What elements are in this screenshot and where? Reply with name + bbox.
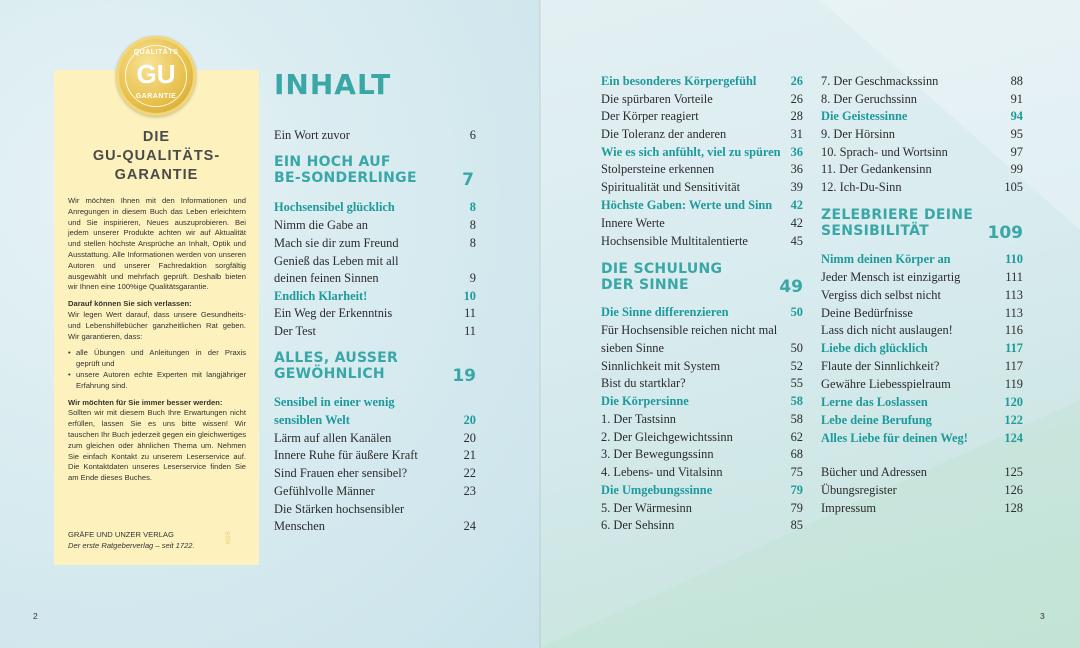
toc-entry-page: 97 — [1010, 145, 1023, 159]
toc-entry-page: 95 — [1010, 127, 1023, 141]
toc-entry — [821, 72, 1023, 90]
toc-chapter-entry — [601, 392, 803, 410]
guarantee-body — [68, 196, 246, 490]
toc-entry-title: Wie es sich anfühlt, viel zu spüren — [601, 145, 781, 159]
toc-entry — [601, 178, 803, 196]
toc-entry-page: 68 — [790, 447, 803, 461]
section-page-number: 7 — [462, 170, 474, 190]
toc-entry-page: 45 — [790, 234, 803, 248]
toc-entry — [821, 125, 1023, 143]
toc-entry — [274, 234, 476, 252]
toc-entry-title: Ein Wort zuvor — [274, 128, 350, 142]
toc-entry — [601, 232, 803, 250]
toc-entry-title: Die Toleranz der anderen — [601, 127, 727, 141]
toc-entry-page: 42 — [790, 216, 803, 230]
toc-entry-title: Lerne das Loslassen — [821, 395, 928, 409]
toc-entry-title: Hochsensibel glücklich — [274, 200, 395, 214]
toc-chapter-entry — [601, 303, 803, 321]
toc-entry-title: deinen feinen Sinnen — [274, 271, 379, 285]
toc-entry-title: Die Körpersinne — [601, 394, 689, 408]
guarantee-paragraph: Wir legen Wert darauf, dass unsere Gesundheits- und Lebenshilfebücher ganzheitlichen Rat geben. Wir garantieren, dass: — [68, 309, 246, 341]
toc-entry-page: 99 — [1010, 162, 1023, 176]
toc-entry-title: Mach sie dir zum Freund — [274, 236, 399, 250]
toc-entry — [601, 107, 803, 125]
toc-entry-page: 62 — [790, 430, 803, 444]
toc-entry — [274, 429, 476, 447]
toc-entry-title: 7. Der Geschmackssinn — [821, 74, 939, 88]
toc-entry — [601, 428, 803, 446]
toc-entry-title: Innere Werte — [601, 216, 665, 230]
toc-entry-page: 58 — [790, 412, 803, 426]
toc-entry — [601, 90, 803, 108]
toc-entry-title: Der Körper reagiert — [601, 109, 699, 123]
toc-entry-page: 8 — [469, 200, 476, 214]
toc-entry-title: Für Hochsensible reichen nicht mal — [601, 323, 778, 337]
toc-entry-page: 6 — [469, 128, 476, 142]
toc-entry-title: Alles Liebe für deinen Weg! — [821, 431, 968, 445]
toc-chapter-entry — [821, 107, 1023, 125]
toc-entry-title: Jeder Mensch ist einzigartig — [821, 270, 961, 284]
toc-entry-page: 79 — [790, 501, 803, 515]
toc-entry-page: 117 — [1005, 341, 1023, 355]
toc-entry-title: Ein Weg der Erkenntnis — [274, 306, 393, 320]
toc-entry-page: 22 — [463, 466, 476, 480]
toc-entry-page: 36 — [790, 145, 803, 159]
toc-entry-page: 113 — [1004, 288, 1023, 302]
toc-chapter-entry — [821, 393, 1023, 411]
toc-entry — [601, 357, 803, 375]
toc-entry-page: 20 — [463, 413, 476, 427]
toc-entry-page: 11 — [464, 306, 476, 320]
toc-entry-title: Liebe dich glücklich — [821, 341, 928, 355]
section-page-number: 49 — [779, 277, 803, 297]
gu-quality-seal-logo — [116, 36, 196, 116]
guarantee-title: DIE GU-QUALITÄTS- GARANTIE — [92, 129, 221, 183]
toc-entry — [274, 269, 476, 287]
toc-entry-title: 2. Der Gleichgewichtssinn — [601, 430, 733, 444]
toc-entry — [274, 252, 476, 270]
toc-entry — [821, 357, 1023, 375]
toc-entry-title: Impressum — [821, 501, 877, 515]
toc-entry-page: 31 — [790, 127, 803, 141]
toc-entry — [274, 304, 476, 322]
toc-entry — [601, 410, 803, 428]
toc-entry-title: Bist du startklar? — [601, 376, 686, 390]
toc-entry-title: Übungsregister — [821, 483, 897, 497]
publisher-tagline: Der erste Ratgeberverlag – seit 1722. — [68, 540, 195, 550]
toc-entry-page: 23 — [463, 484, 476, 498]
toc-entry-title: Sind Frauen eher sensibel? — [274, 466, 408, 480]
toc-entry — [601, 339, 803, 357]
toc-entry — [274, 464, 476, 482]
toc-entry — [274, 216, 476, 234]
toc-entry-title: 6. Der Sehsinn — [601, 518, 675, 532]
toc-entry-page: 39 — [790, 180, 803, 194]
toc-entry-title: 4. Lebens- und Vitalsinn — [601, 465, 723, 479]
guarantee-list-item: • unsere Autoren echte Experten mit langjähriger Erfahrung sind. — [76, 370, 246, 392]
toc-entry-title: sensiblen Welt — [274, 413, 350, 427]
toc-entry-title: Die Sinne differenzieren — [601, 305, 729, 319]
toc-entry-title: 5. Der Wärmesinn — [601, 501, 692, 515]
section-page-number: 19 — [452, 366, 476, 386]
seal-bottom-text: GARANTIE — [135, 93, 177, 100]
toc-entry-title: Hochsensible Multitalentierte — [601, 234, 748, 248]
toc-entry-page: 26 — [790, 74, 803, 88]
toc-entry-title: Lass dich nicht auslaugen! — [821, 323, 953, 337]
toc-entry-title: Sinnlichkeit mit System — [601, 359, 721, 373]
toc-chapter-entry — [601, 481, 803, 499]
toc-entry-page: 110 — [1005, 252, 1023, 266]
toc-chapter-entry — [274, 198, 476, 216]
toc-chapter-entry — [821, 339, 1023, 357]
toc-entry-page: 120 — [1004, 395, 1023, 409]
toc-entry-title: 1. Der Tastsinn — [601, 412, 676, 426]
toc-chapter-entry — [601, 196, 803, 214]
toc-entry-title: Nimm deinen Körper an — [821, 252, 951, 266]
toc-entry — [821, 286, 1023, 304]
toc-entry-title: Sensibel in einer wenig — [274, 395, 395, 409]
toc-entry-page: 126 — [1004, 483, 1023, 497]
toc-title: INHALT — [274, 68, 392, 101]
toc-entry-page: 55 — [790, 376, 803, 390]
toc-entry — [821, 143, 1023, 161]
toc-entry — [274, 517, 476, 535]
toc-chapter-entry — [601, 72, 803, 90]
toc-entry-title: Bücher und Adressen — [821, 465, 927, 479]
toc-entry — [601, 321, 803, 339]
toc-entry-title: Höchste Gaben: Werte und Sinn — [601, 198, 773, 212]
guarantee-list-item: • alle Übungen und Anleitungen in der Praxis geprüft und — [76, 348, 246, 370]
toc-entry — [821, 375, 1023, 393]
guarantee-subheading: Darauf können Sie sich verlassen: — [68, 299, 192, 309]
toc-entry-title: 10. Sprach- und Wortsinn — [821, 145, 948, 159]
toc-entry-title: Genieß das Leben mit all — [274, 254, 399, 268]
toc-chapter-entry — [274, 287, 476, 305]
page-number-right: 3 — [1040, 611, 1045, 621]
toc-entry-title: 11. Der Gedankensinn — [821, 162, 932, 176]
toc-entry-page: 28 — [790, 109, 803, 123]
toc-entry-page: 36 — [790, 162, 803, 176]
toc-entry — [274, 322, 476, 340]
toc-entry-title: Die Stärken hochsensibler — [274, 502, 405, 516]
section-heading: DIE SCHULUNG DER SINNE — [601, 261, 723, 293]
toc-entry-page: 50 — [790, 341, 803, 355]
toc-entry — [601, 499, 803, 517]
guarantee-paragraph: Wir möchten Ihnen mit den Informationen und Anregungen in diesem Buch das Leben erleichtern und Sie inspirieren, Neues auszuprobieren. Bei jedem unserer Produkte achten wir auf Aktualität und stellen höchste Ansprüche an Inhalt, Optik und Ausstattung. Alle Informationen werden von unseren Autoren und unserer Fachredaktion sorgfältig ausgewählt und mehrfach geprüft. Deshalb bieten wir Ihnen eine 100%ige Qualitätsgarantie. — [68, 196, 246, 292]
publisher-name: GRÄFE UND UNZER VERLAG — [68, 530, 174, 539]
toc-entry-page: 9 — [469, 271, 476, 285]
toc-entry-page: 50 — [790, 305, 803, 319]
toc-entry — [601, 125, 803, 143]
toc-entry-page: 8 — [469, 218, 476, 232]
guarantee-subheading: Wir möchten für Sie immer besser werden: — [68, 397, 223, 407]
toc-entry-title: Deine Bedürfnisse — [821, 306, 913, 320]
toc-entry — [274, 500, 476, 518]
section-heading: EIN HOCH AUF BE-SONDERLINGE — [274, 154, 417, 186]
toc-entry-title: 3. Der Bewegungssinn — [601, 447, 714, 461]
toc-entry-title: 12. Ich-Du-Sinn — [821, 180, 902, 194]
toc-entry — [821, 160, 1023, 178]
toc-entry-page: 52 — [790, 359, 803, 373]
toc-entry-page: 10 — [463, 289, 476, 303]
toc-entry — [601, 463, 803, 481]
toc-entry-page: 124 — [1004, 431, 1023, 445]
toc-entry-page: 8 — [469, 236, 476, 250]
toc-chapter-entry — [821, 411, 1023, 429]
toc-entry — [821, 481, 1023, 499]
toc-entry-title: sieben Sinne — [601, 341, 664, 355]
toc-entry-page: 94 — [1010, 109, 1023, 123]
toc-entry-page: 20 — [463, 431, 476, 445]
toc-entry-title: Lärm auf allen Kanälen — [274, 431, 392, 445]
toc-entry — [601, 160, 803, 178]
toc-entry-page: 58 — [790, 394, 803, 408]
toc-entry-page: 24 — [463, 519, 476, 533]
toc-chapter-entry — [274, 411, 476, 429]
section-heading: ZELEBRIERE DEINE SENSIBILITÄT — [821, 207, 974, 239]
toc-entry — [601, 445, 803, 463]
toc-entry — [274, 446, 476, 464]
toc-entry — [274, 482, 476, 500]
toc-entry-page: 116 — [1004, 323, 1023, 337]
toc-entry-title: Flaute der Sinnlichkeit? — [821, 359, 940, 373]
toc-entry-page: 85 — [790, 518, 803, 532]
section-page-number: 109 — [987, 223, 1023, 243]
toc-entry-page: 11 — [464, 324, 476, 338]
toc-entry-title: Gewähre Liebesspielraum — [821, 377, 951, 391]
toc-entry-page: 113 — [1004, 306, 1023, 320]
toc-entry-title: Die Umgebungssinne — [601, 483, 713, 497]
toc-chapter-entry — [274, 393, 476, 411]
section-heading: ALLES, AUSSER GEWÖHNLICH — [274, 350, 399, 382]
toc-entry — [821, 304, 1023, 322]
page-number-left: 2 — [33, 611, 38, 621]
toc-entry — [821, 178, 1023, 196]
toc-entry-page: 111 — [1005, 270, 1023, 284]
toc-entry-page: 105 — [1004, 180, 1023, 194]
toc-entry-title: Der Test — [274, 324, 316, 338]
toc-entry-page: 128 — [1004, 501, 1023, 515]
toc-entry-page: 75 — [790, 465, 803, 479]
toc-entry-page: 42 — [790, 198, 803, 212]
toc-entry — [821, 321, 1023, 339]
toc-chapter-entry — [821, 429, 1023, 447]
toc-entry-page: 79 — [790, 483, 803, 497]
book-spine — [539, 0, 541, 648]
toc-entry-page: 117 — [1004, 359, 1023, 373]
toc-entry-title: 9. Der Hörsinn — [821, 127, 895, 141]
toc-entry — [821, 499, 1023, 517]
toc-entry-title: Ein besonderes Körpergefühl — [601, 74, 757, 88]
toc-entry — [601, 214, 803, 232]
side-code: KGS — [226, 531, 232, 544]
toc-chapter-entry — [601, 143, 803, 161]
toc-entry-title: Stolpersteine erkennen — [601, 162, 715, 176]
toc-entry-title: Vergiss dich selbst nicht — [821, 288, 941, 302]
toc-entry-page: 125 — [1004, 465, 1023, 479]
toc-entry-title: Innere Ruhe für äußere Kraft — [274, 448, 418, 462]
toc-entry-page: 88 — [1010, 74, 1023, 88]
toc-entry-title: 8. Der Geruchssinn — [821, 92, 918, 106]
seal-logo-text: GU — [136, 59, 176, 89]
toc-entry — [601, 516, 803, 534]
toc-entry-page: 26 — [790, 92, 803, 106]
toc-entry-title: Die spürbaren Vorteile — [601, 92, 713, 106]
publisher-info — [68, 530, 246, 552]
toc-entry-title: Menschen — [274, 519, 325, 533]
toc-chapter-entry — [821, 250, 1023, 268]
toc-entry — [821, 90, 1023, 108]
toc-entry-title: Gefühlvolle Männer — [274, 484, 375, 498]
toc-entry-page: 122 — [1004, 413, 1023, 427]
toc-entry-page: 91 — [1010, 92, 1023, 106]
toc-entry-page: 119 — [1004, 377, 1023, 391]
toc-entry — [821, 463, 1023, 481]
toc-entry-title: Lebe deine Berufung — [821, 413, 932, 427]
guarantee-paragraph: Sollten wir mit diesem Buch Ihre Erwartungen nicht erfüllen, lassen Sie es uns bitte wissen! Wir tauschen Ihr Buch jederzeit gegen ein gleichwertiges zum gleichen oder ähnlichen Thema um. Nehmen Sie einfach Kontakt zu unserem Leserservice auf. Die Kontaktdaten unseres Leserservice finden Sie am Ende dieses Buches. — [68, 408, 246, 483]
toc-entry-title: Nimm die Gabe an — [274, 218, 368, 232]
toc-entry-title: Endlich Klarheit! — [274, 289, 368, 303]
guarantee-list — [68, 348, 246, 391]
toc-entry-title: Die Geistessinne — [821, 109, 908, 123]
seal-top-text: QUALITÄTS — [133, 49, 179, 56]
toc-entry — [601, 374, 803, 392]
toc-entry — [274, 126, 476, 144]
toc-entry-page: 21 — [463, 448, 476, 462]
toc-entry — [821, 268, 1023, 286]
toc-entry-title: Spiritualität und Sensitivität — [601, 180, 741, 194]
